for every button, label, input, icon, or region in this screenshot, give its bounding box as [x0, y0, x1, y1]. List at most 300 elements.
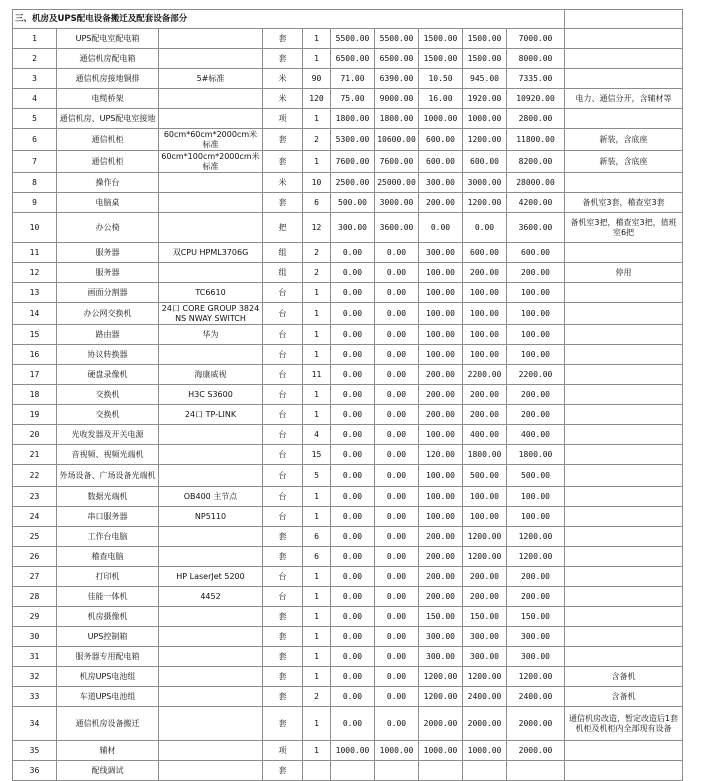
cell-qty: 15 [303, 445, 331, 465]
cell-amount: 0.00 [375, 487, 419, 507]
cell-unit: 台 [263, 465, 303, 487]
cell-spec: TC6610 [159, 283, 263, 303]
cell-install-fee: 2200.00 [463, 365, 507, 385]
cell-empty [565, 10, 683, 29]
cell-install-unit-price: 100.00 [419, 345, 463, 365]
cell-install-fee: 1000.00 [463, 109, 507, 129]
cell-install-unit-price: 100.00 [419, 303, 463, 325]
cell-seq: 14 [13, 303, 57, 325]
cell-unit-price: 0.00 [331, 445, 375, 465]
cell-seq: 12 [13, 263, 57, 283]
cell-remark [565, 69, 683, 89]
cell-qty: 90 [303, 69, 331, 89]
cell-amount: 6390.00 [375, 69, 419, 89]
table-row [13, 49, 683, 69]
cell-amount: 0.00 [375, 385, 419, 405]
cell-install-fee: 150.00 [463, 607, 507, 627]
cell-install-unit-price: 300.00 [419, 647, 463, 667]
cell-spec: OB400 主节点 [159, 487, 263, 507]
cell-install-unit-price: 120.00 [419, 445, 463, 465]
table-row [13, 425, 683, 445]
cell-seq: 17 [13, 365, 57, 385]
cell-qty: 2 [303, 687, 331, 707]
cell-total: 3600.00 [507, 213, 565, 243]
cell-name: 通信机柜 [57, 129, 159, 151]
cell-install-fee: 1200.00 [463, 527, 507, 547]
cell-name: 车道UPS电池组 [57, 687, 159, 707]
cell-amount: 0.00 [375, 263, 419, 283]
cell-unit: 套 [263, 151, 303, 173]
cell-unit: 台 [263, 487, 303, 507]
table-row [13, 527, 683, 547]
cell-install-unit-price: 1200.00 [419, 687, 463, 707]
cell-qty: 2 [303, 263, 331, 283]
cell-unit: 套 [263, 627, 303, 647]
cell-total: 2400.00 [507, 687, 565, 707]
cell-name: 办公网交换机 [57, 303, 159, 325]
cell-spec [159, 607, 263, 627]
cell-name: 音视频、视频光端机 [57, 445, 159, 465]
cell-remark [565, 405, 683, 425]
cell-unit-price: 7600.00 [331, 151, 375, 173]
cell-seq: 5 [13, 109, 57, 129]
cell-qty: 1 [303, 741, 331, 761]
cell-remark: 含备机 [565, 667, 683, 687]
cell-seq: 24 [13, 507, 57, 527]
cell-install-unit-price: 100.00 [419, 263, 463, 283]
cell-seq: 21 [13, 445, 57, 465]
table-row [13, 129, 683, 151]
cell-unit-price: 0.00 [331, 243, 375, 263]
cell-amount: 0.00 [375, 405, 419, 425]
cell-install-unit-price: 300.00 [419, 627, 463, 647]
cell-unit-price: 0.00 [331, 687, 375, 707]
cell-install-unit-price: 100.00 [419, 283, 463, 303]
cell-unit-price: 0.00 [331, 263, 375, 283]
cell-install-fee: 1800.00 [463, 445, 507, 465]
cell-spec [159, 345, 263, 365]
cell-remark [565, 365, 683, 385]
cell-qty: 1 [303, 345, 331, 365]
cell-remark [565, 445, 683, 465]
cell-remark [565, 109, 683, 129]
cell-install-fee: 200.00 [463, 385, 507, 405]
cell-amount: 0.00 [375, 445, 419, 465]
table-row [13, 193, 683, 213]
cell-qty: 6 [303, 547, 331, 567]
cell-seq: 35 [13, 741, 57, 761]
cell-amount: 3000.00 [375, 193, 419, 213]
cell-unit: 米 [263, 89, 303, 109]
cell-unit: 台 [263, 345, 303, 365]
cell-unit-price: 71.00 [331, 69, 375, 89]
cell-qty: 1 [303, 49, 331, 69]
cell-unit-price: 0.00 [331, 425, 375, 445]
cell-total: 10920.00 [507, 89, 565, 109]
cell-unit: 项 [263, 109, 303, 129]
cell-unit-price: 0.00 [331, 405, 375, 425]
cell-remark [565, 49, 683, 69]
cell-qty: 120 [303, 89, 331, 109]
cell-qty: 1 [303, 647, 331, 667]
cell-amount: 0.00 [375, 325, 419, 345]
cell-unit-price: 0.00 [331, 707, 375, 741]
cell-qty: 1 [303, 587, 331, 607]
cell-name: 办公椅 [57, 213, 159, 243]
cell-remark: 新装，含底座 [565, 151, 683, 173]
cell-install-unit-price: 16.00 [419, 89, 463, 109]
cell-install-unit-price [419, 761, 463, 781]
table-row [13, 243, 683, 263]
cell-remark [565, 741, 683, 761]
cell-install-fee: 200.00 [463, 263, 507, 283]
cell-install-fee: 945.00 [463, 69, 507, 89]
cell-install-fee: 1200.00 [463, 129, 507, 151]
cell-qty: 1 [303, 109, 331, 129]
cell-unit-price: 5500.00 [331, 29, 375, 49]
cell-install-fee: 1200.00 [463, 667, 507, 687]
cell-amount: 0.00 [375, 607, 419, 627]
cell-amount: 25000.00 [375, 173, 419, 193]
cell-unit-price: 0.00 [331, 587, 375, 607]
cell-unit: 台 [263, 507, 303, 527]
table-row [13, 173, 683, 193]
cell-install-fee: 300.00 [463, 647, 507, 667]
cell-install-unit-price: 2000.00 [419, 707, 463, 741]
cell-qty: 1 [303, 487, 331, 507]
cell-remark [565, 345, 683, 365]
cell-amount: 0.00 [375, 283, 419, 303]
cell-spec: 双CPU HPML3706G [159, 243, 263, 263]
cell-spec: 5#标准 [159, 69, 263, 89]
cell-name: 电缆桥架 [57, 89, 159, 109]
cell-seq: 15 [13, 325, 57, 345]
cell-remark [565, 527, 683, 547]
cell-unit-price: 5300.00 [331, 129, 375, 151]
cell-spec [159, 527, 263, 547]
cell-name: 佳能一体机 [57, 587, 159, 607]
cell-install-fee: 400.00 [463, 425, 507, 445]
cell-spec [159, 425, 263, 445]
equipment-table [12, 9, 683, 781]
cell-unit: 台 [263, 567, 303, 587]
cell-name: 画面分割器 [57, 283, 159, 303]
table-row [13, 385, 683, 405]
cell-remark [565, 325, 683, 345]
table-row [13, 151, 683, 173]
cell-install-fee: 100.00 [463, 507, 507, 527]
cell-amount: 1000.00 [375, 741, 419, 761]
cell-seq: 9 [13, 193, 57, 213]
cell-seq: 3 [13, 69, 57, 89]
table-row [13, 213, 683, 243]
cell-install-unit-price: 150.00 [419, 607, 463, 627]
cell-install-fee: 600.00 [463, 243, 507, 263]
table-row [13, 89, 683, 109]
cell-amount: 9000.00 [375, 89, 419, 109]
cell-unit: 台 [263, 405, 303, 425]
cell-unit: 米 [263, 173, 303, 193]
cell-remark: 新装，含底座 [565, 129, 683, 151]
cell-total: 2000.00 [507, 707, 565, 741]
cell-install-unit-price: 600.00 [419, 129, 463, 151]
cell-remark: 电力、通信分开，含辅材等 [565, 89, 683, 109]
cell-install-fee: 100.00 [463, 345, 507, 365]
cell-spec: H3C S3600 [159, 385, 263, 405]
cell-total: 100.00 [507, 325, 565, 345]
table-row [13, 325, 683, 345]
cell-install-unit-price: 300.00 [419, 243, 463, 263]
cell-name: 交换机 [57, 385, 159, 405]
cell-unit-price: 0.00 [331, 465, 375, 487]
cell-remark [565, 173, 683, 193]
cell-total: 11800.00 [507, 129, 565, 151]
cell-name: 稽查电脑 [57, 547, 159, 567]
cell-qty [303, 761, 331, 781]
cell-qty: 10 [303, 173, 331, 193]
cell-total: 200.00 [507, 263, 565, 283]
cell-unit: 组 [263, 263, 303, 283]
cell-seq: 29 [13, 607, 57, 627]
cell-seq: 26 [13, 547, 57, 567]
cell-amount: 0.00 [375, 587, 419, 607]
cell-install-unit-price: 0.00 [419, 213, 463, 243]
cell-install-fee: 200.00 [463, 567, 507, 587]
cell-amount: 0.00 [375, 567, 419, 587]
cell-unit: 套 [263, 193, 303, 213]
cell-remark [565, 487, 683, 507]
cell-amount [375, 761, 419, 781]
table-row [13, 345, 683, 365]
cell-install-fee: 1200.00 [463, 193, 507, 213]
cell-name: 工作台电脑 [57, 527, 159, 547]
cell-install-unit-price: 1000.00 [419, 741, 463, 761]
cell-amount: 7600.00 [375, 151, 419, 173]
cell-qty: 1 [303, 667, 331, 687]
cell-remark [565, 587, 683, 607]
cell-install-fee: 1500.00 [463, 29, 507, 49]
cell-spec [159, 213, 263, 243]
cell-name: 机房摄像机 [57, 607, 159, 627]
cell-qty: 1 [303, 151, 331, 173]
cell-qty: 5 [303, 465, 331, 487]
cell-seq: 4 [13, 89, 57, 109]
cell-amount: 0.00 [375, 365, 419, 385]
table-row [13, 365, 683, 385]
cell-unit: 套 [263, 49, 303, 69]
cell-unit-price: 0.00 [331, 325, 375, 345]
cell-unit: 套 [263, 647, 303, 667]
cell-unit-price: 300.00 [331, 213, 375, 243]
cell-qty: 4 [303, 425, 331, 445]
cell-unit: 套 [263, 607, 303, 627]
cell-install-fee: 600.00 [463, 151, 507, 173]
cell-amount: 0.00 [375, 527, 419, 547]
cell-install-fee: 100.00 [463, 283, 507, 303]
cell-unit: 把 [263, 213, 303, 243]
table-row [13, 507, 683, 527]
cell-spec [159, 667, 263, 687]
cell-name: 服务器专用配电箱 [57, 647, 159, 667]
cell-total: 7000.00 [507, 29, 565, 49]
cell-amount: 0.00 [375, 425, 419, 445]
cell-amount: 0.00 [375, 465, 419, 487]
cell-unit-price: 0.00 [331, 647, 375, 667]
cell-seq: 33 [13, 687, 57, 707]
cell-install-unit-price: 200.00 [419, 547, 463, 567]
cell-install-fee: 100.00 [463, 303, 507, 325]
cell-remark: 通信机房改造，暂定改造后1套机柜及机柜内全部现有设备 [565, 707, 683, 741]
cell-unit: 套 [263, 667, 303, 687]
cell-qty: 1 [303, 283, 331, 303]
cell-total: 200.00 [507, 587, 565, 607]
cell-seq: 18 [13, 385, 57, 405]
cell-spec [159, 547, 263, 567]
cell-qty: 1 [303, 29, 331, 49]
cell-install-unit-price: 100.00 [419, 325, 463, 345]
cell-spec [159, 173, 263, 193]
cell-total: 200.00 [507, 405, 565, 425]
table-row [13, 687, 683, 707]
cell-remark [565, 761, 683, 781]
cell-seq: 34 [13, 707, 57, 741]
table-row [13, 465, 683, 487]
cell-amount: 1800.00 [375, 109, 419, 129]
cell-install-unit-price: 600.00 [419, 151, 463, 173]
cell-total: 8200.00 [507, 151, 565, 173]
cell-seq: 13 [13, 283, 57, 303]
cell-amount: 5500.00 [375, 29, 419, 49]
cell-unit-price: 0.00 [331, 547, 375, 567]
cell-spec: 24口 TP-LINK [159, 405, 263, 425]
cell-remark [565, 283, 683, 303]
cell-total: 7335.00 [507, 69, 565, 89]
cell-unit: 套 [263, 527, 303, 547]
cell-name: 机房UPS电池组 [57, 667, 159, 687]
cell-seq: 28 [13, 587, 57, 607]
table-row [13, 707, 683, 741]
cell-name: UPS配电室配电箱 [57, 29, 159, 49]
cell-name: 光收发器及开关电源 [57, 425, 159, 445]
cell-total: 100.00 [507, 507, 565, 527]
cell-spec [159, 49, 263, 69]
cell-spec [159, 465, 263, 487]
cell-seq: 6 [13, 129, 57, 151]
cell-install-fee: 300.00 [463, 627, 507, 647]
cell-unit-price: 500.00 [331, 193, 375, 213]
cell-qty: 2 [303, 243, 331, 263]
cell-unit: 台 [263, 325, 303, 345]
cell-seq: 32 [13, 667, 57, 687]
cell-qty: 1 [303, 567, 331, 587]
cell-unit-price: 0.00 [331, 303, 375, 325]
cell-unit: 套 [263, 687, 303, 707]
cell-unit: 台 [263, 283, 303, 303]
cell-total: 400.00 [507, 425, 565, 445]
cell-seq: 10 [13, 213, 57, 243]
cell-name: 打印机 [57, 567, 159, 587]
table-row [13, 263, 683, 283]
cell-qty: 11 [303, 365, 331, 385]
cell-install-fee: 200.00 [463, 405, 507, 425]
cell-name: 路由器 [57, 325, 159, 345]
cell-unit-price: 6500.00 [331, 49, 375, 69]
cell-remark [565, 507, 683, 527]
cell-name: 串口服务器 [57, 507, 159, 527]
cell-spec [159, 761, 263, 781]
cell-unit: 套 [263, 547, 303, 567]
cell-name: 协议转换器 [57, 345, 159, 365]
cell-total: 500.00 [507, 465, 565, 487]
cell-unit-price: 0.00 [331, 527, 375, 547]
cell-unit: 台 [263, 365, 303, 385]
cell-amount: 0.00 [375, 647, 419, 667]
cell-unit-price: 0.00 [331, 507, 375, 527]
cell-name: 操作台 [57, 173, 159, 193]
table-row [13, 607, 683, 627]
cell-unit-price: 0.00 [331, 345, 375, 365]
table-row [13, 405, 683, 425]
cell-qty: 2 [303, 129, 331, 151]
cell-unit-price: 2500.00 [331, 173, 375, 193]
cell-total: 200.00 [507, 567, 565, 587]
cell-spec: NP5110 [159, 507, 263, 527]
cell-amount: 0.00 [375, 707, 419, 741]
cell-unit: 套 [263, 761, 303, 781]
cell-remark [565, 465, 683, 487]
cell-remark: 备机室3把，稽查室3把，值班室6把 [565, 213, 683, 243]
cell-amount: 0.00 [375, 627, 419, 647]
cell-spec: 华为 [159, 325, 263, 345]
cell-total: 1200.00 [507, 547, 565, 567]
cell-seq: 36 [13, 761, 57, 781]
cell-amount: 0.00 [375, 345, 419, 365]
cell-spec: 60cm*60cm*2000cm米标准 [159, 129, 263, 151]
cell-amount: 0.00 [375, 507, 419, 527]
cell-total: 600.00 [507, 243, 565, 263]
cell-spec [159, 741, 263, 761]
cell-unit-price: 0.00 [331, 365, 375, 385]
cell-remark [565, 547, 683, 567]
cell-seq: 16 [13, 345, 57, 365]
cell-amount: 0.00 [375, 243, 419, 263]
cell-install-unit-price: 10.50 [419, 69, 463, 89]
cell-unit: 台 [263, 425, 303, 445]
cell-remark [565, 647, 683, 667]
cell-name: UPS控制箱 [57, 627, 159, 647]
table-row [13, 109, 683, 129]
cell-unit: 项 [263, 741, 303, 761]
cell-spec [159, 89, 263, 109]
cell-seq: 22 [13, 465, 57, 487]
cell-unit-price: 1800.00 [331, 109, 375, 129]
cell-spec [159, 445, 263, 465]
cell-unit-price: 1000.00 [331, 741, 375, 761]
cell-remark: 含备机 [565, 687, 683, 707]
cell-unit-price: 0.00 [331, 667, 375, 687]
cell-total: 100.00 [507, 487, 565, 507]
cell-total: 8000.00 [507, 49, 565, 69]
cell-install-fee: 100.00 [463, 487, 507, 507]
cell-seq: 2 [13, 49, 57, 69]
cell-remark: 备机室3套，稽查室3套 [565, 193, 683, 213]
cell-install-unit-price: 1500.00 [419, 49, 463, 69]
cell-name: 服务器 [57, 263, 159, 283]
cell-name: 通信机房配电箱 [57, 49, 159, 69]
table-row [13, 547, 683, 567]
section-header-row [13, 10, 683, 29]
cell-qty: 1 [303, 385, 331, 405]
